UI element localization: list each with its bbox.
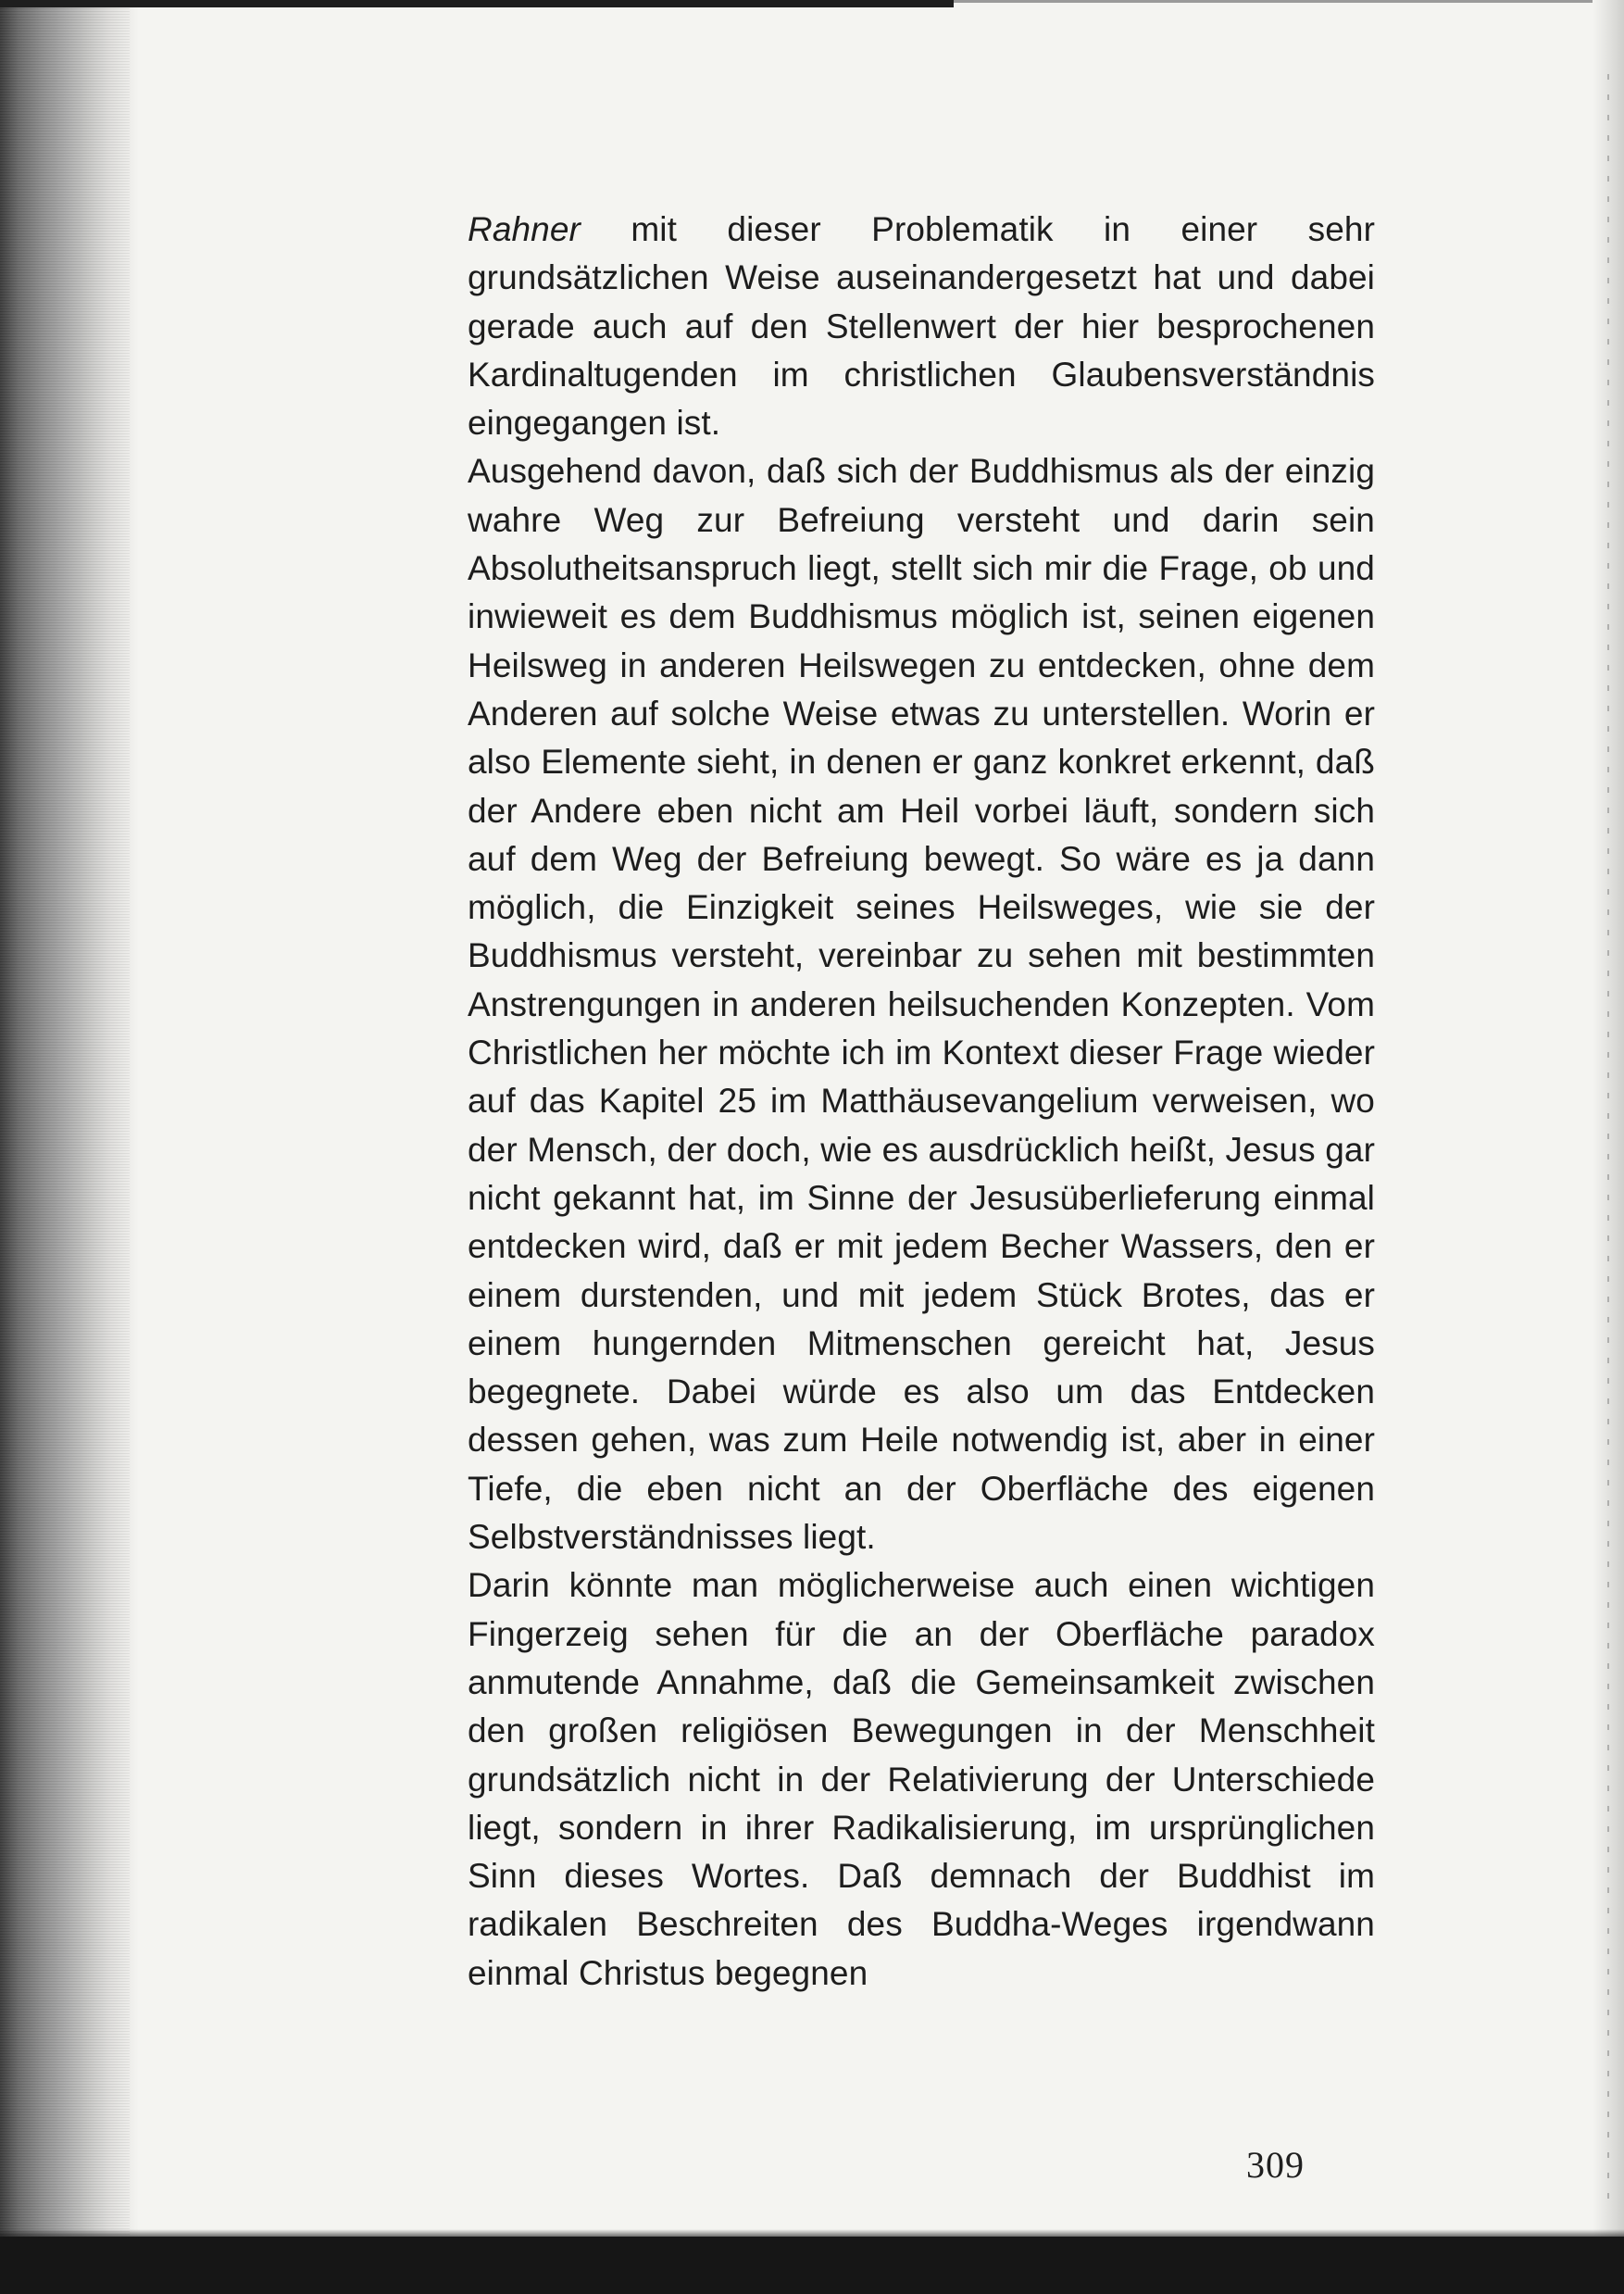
paragraph-1-text: mit dieser Problematik in einer sehr grundsätzlichen Weise auseinandergesetzt hat und dabei gerade auch auf den Stellenwert der hier besprochenen Kardinaltugenden im christlichen Glaubensverständnis eingegangen ist. — [468, 210, 1375, 443]
paragraph-3: Darin könnte man möglicherweise auch einen wichtigen Fingerzeig sehen für die an der Oberfläche paradox anmutende Annahme, daß die Gemeinsamkeit zwischen den großen religiösen Bewegungen in der Menschheit grundsätzlich nicht in der Relativierung der Unterschiede liegt, sondern in ihrer Radikalisierung, im ursprünglichen Sinn dieses Wortes. Daß demnach der Buddhist im radikalen Beschreiten des Buddha-Weges irgendwann einmal Christus begegnen — [468, 1566, 1375, 1992]
body-text — [468, 206, 1375, 1998]
right-edge-marks — [1607, 74, 1609, 2204]
bottom-scan-edge — [0, 2237, 1624, 2294]
top-scan-edge-thin — [954, 0, 1624, 3]
page-number: 309 — [1246, 2144, 1305, 2186]
top-scan-edge — [0, 0, 954, 7]
paragraph-2: Ausgehend davon, daß sich der Buddhismus als der einzig wahre Weg zur Befreiung versteht und darin sein Absolutheitsanspruch liegt, stellt sich mir die Frage, ob und inwieweit es dem Buddhismus möglich ist, seinen eigenen Heilsweg in anderen Heilswegen zu entdecken, ohne dem Anderen auf solche Weise etwas zu unterstellen. Worin er also Elemente sieht, in denen er ganz konkret erkennt, daß der Andere eben nicht am Heil vorbei läuft, sondern sich auf dem Weg der Befreiung bewegt. So wäre es ja dann möglich, die Einzigkeit seines Heilsweges, wie sie der Buddhismus versteht, vereinbar zu sehen mit bestimmten Anstrengungen in anderen heilsuchenden Konzepten. Vom Christlichen her möchte ich im Kontext dieser Frage wieder auf das Kapitel 25 im Matthäusevangelium verweisen, wo der Mensch, der doch, wie es ausdrücklich heißt, Jesus gar nicht gekannt hat, im Sinne der Jesusüberlieferung einmal entdecken wird, daß er mit jedem Becher Wassers, den er einem durstenden, und mit jedem Stück Brotes, das er einem hungernden Mitmenschen gereicht hat, Jesus begegnete. Dabei würde es also um das Entdecken dessen gehen, was zum Heile notwendig ist, aber in einer Tiefe, die eben nicht an der Oberfläche des eigenen Selbstverständnisses liegt. — [468, 452, 1375, 1557]
author-name-rahner: Rahner — [468, 210, 581, 248]
binding-scan-noise — [0, 0, 130, 2294]
bottom-edge-fade — [0, 2229, 1624, 2237]
paragraph-1 — [468, 206, 1375, 447]
